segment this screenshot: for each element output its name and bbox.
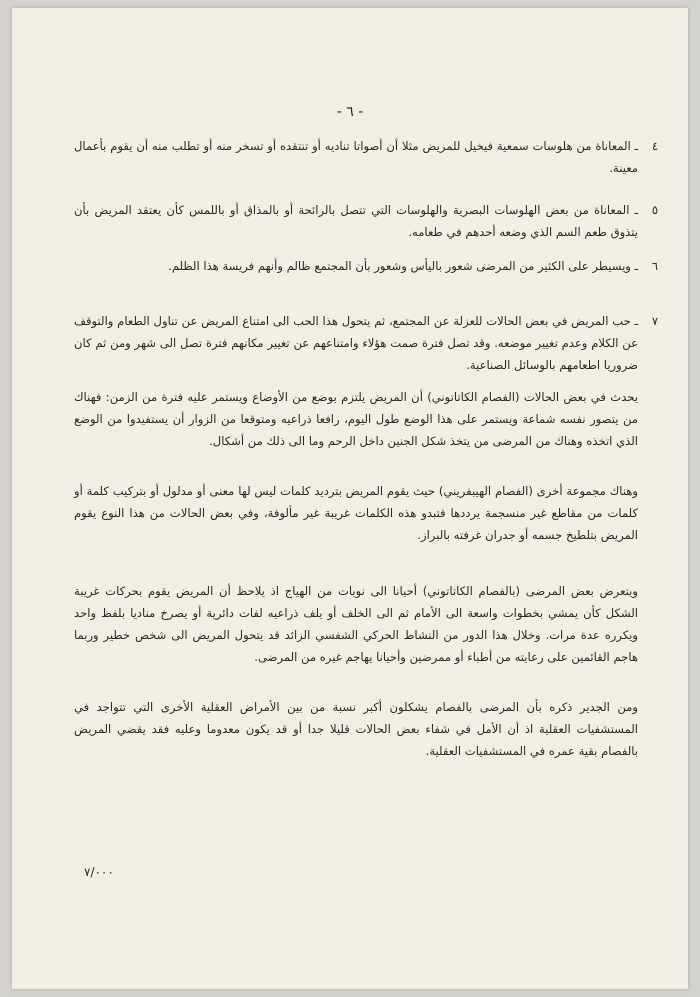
item-text: ـ المعاناة من بعض الهلوسات البصرية والهلوسات التي تتصل بالرائحة أو بالمذاق أو باللمس كأن يعتقد المريض بأن يتذوق طعم السم الذي وضعه أحدهم في طعامه. xyxy=(74,203,638,239)
document-page xyxy=(12,8,688,989)
paragraph-catatonic-posture: يحدث في بعض الحالات (الفصام الكاتاتوني) أن المريض يلتزم بوضع من الأوضاع ويستمر عليه فترة من الزمن: فهناك من يتصور نفسه شماعة ويستمر على هذا الوضع طول اليوم، رافعا ذراعيه ومتوقعا من الزوار أن يستفيدوا من الوضع الذي اتخذه وهناك من المرضى من يتخذ شكل الجنين داخل الرحم وما الى ذلك من أشكال. xyxy=(74,390,638,448)
item-text: ـ المعاناة من هلوسات سمعية فيخيل للمريض مثلا أن أصواتا تناديه أو تنتقده أو تسخر منه أو تطلب منه أن يقوم بأعمال معينة. xyxy=(74,139,638,175)
list-item-6 xyxy=(74,255,664,277)
item-number: ٥ xyxy=(651,203,659,217)
item-text: ـ ويسيطر على الكثير من المرضى شعور باليأس وشعور بأن المجتمع ظالم وأنهم فريسة هذا الظلم. xyxy=(168,259,638,273)
list-item-7 xyxy=(74,310,664,376)
list-item-4 xyxy=(74,135,664,179)
item-text: ـ حب المريض في بعض الحالات للعزلة عن المجتمع، ثم يتحول هذا الحب الى امتناع المريض عن تناول الطعام والتوقف عن الكلام وعدم تغيير موضعه. وقد تصل فترة صمت هؤلاء وامتناعهم عن تغيير مكانهم فترة تصل الى شهر ومن ثم كان ضروريا اطعامهم بالوسائل الصناعية. xyxy=(74,314,638,372)
item-number: ٧ xyxy=(651,314,659,328)
paragraph-hospital-prevalence: ومن الجدير ذكره بأن المرضى بالفصام يشكلون أكبر نسبة من بين الأمراض العقلية الأخرى التي تتواجد في المستشفيات العقلية اذ أن الأمل في شفاء بعض الحالات قليلا جدا أو قد يكون معدوما وعليه فقد يقضي المريض بالفصام بقية عمره في المستشفيات العقلية. xyxy=(74,700,638,758)
item-number: ٤ xyxy=(651,139,659,153)
paragraph-catatonic-agitation: ويتعرض بعض المرضى (بالفصام الكاتاتوني) أحيانا الى نوبات من الهياج اذ يلاحظ أن المريض يقوم بحركات غريبة الشكل كأن يمشي بخطوات واسعة الى الأمام ثم الى الخلف أو يلف ذراعيه لفات دائرية أو يصرخ مناديا بلفظ واحد ويكرره عدة مرات. وخلال هذا الدور من النشاط الحركي الشفسي الزائد قد يتحول المريض الى شخص خطير وربما هاجم القائمين على رعايته من أطباء أو ممرضين وأحيانا يهاجم غيره من المرضى. xyxy=(74,584,638,664)
list-item-5 xyxy=(74,199,664,243)
continuation-reference: ٧/٠٠٠ xyxy=(84,865,114,879)
paragraph-hebephrenic: وهناك مجموعة أخرى (الفصام الهيبفريني) حيث يقوم المريض بترديد كلمات ليس لها معنى أو مدلول أو بتركيب كلمة أو كلمات من مقاطع غير منسجمة يرددها فتبدو هذه الكلمات غريبة غير مألوفة، وفي بعض الحالات من هذا النوع يقوم المريض بتلطيخ جسمه أو جدران غرفته بالبراز. xyxy=(74,484,638,542)
page-number: - ٦ - xyxy=(336,104,364,120)
item-number: ٦ xyxy=(651,259,659,273)
